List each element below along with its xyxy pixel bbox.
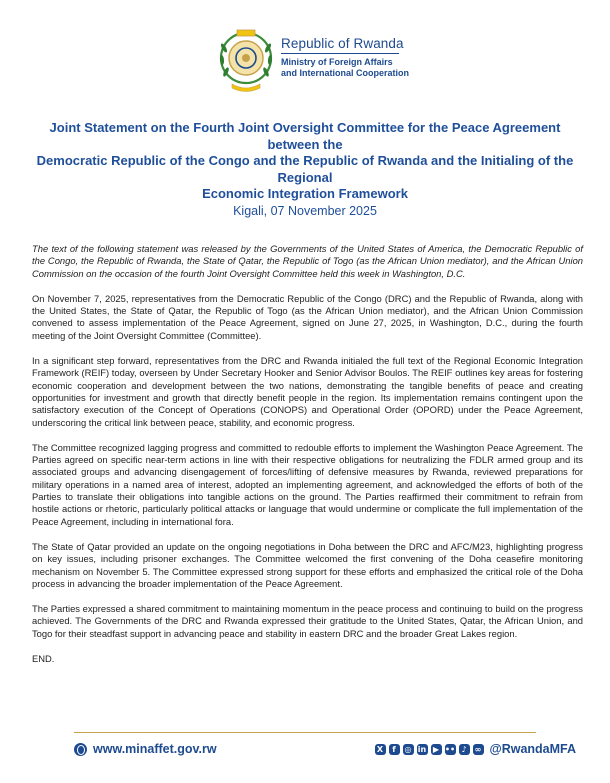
ministry-name bbox=[281, 57, 411, 79]
dateline: Kigali, 07 November 2025 bbox=[233, 204, 377, 218]
youtube-icon[interactable]: ▶ bbox=[431, 744, 442, 755]
footer-divider bbox=[74, 732, 536, 733]
title-line-1: Joint Statement on the Fourth Joint Oversight Committee for the Peace Agreement between the bbox=[49, 120, 561, 152]
rwanda-coat-of-arms-icon bbox=[218, 28, 274, 94]
body-paragraph: The State of Qatar provided an update on the ongoing negotiations in Doha between the DRC and AFC/M23, highlighting progress on key issues, including prisoner exchanges. The Committee welcomed the first convening of the Doha ceasefire monitoring mechanism on November 5. The Committee expressed strong support for these efforts and emphasized the critical role of the Doha process in advancing the broader implementation of the Peace Agreement. bbox=[32, 540, 583, 589]
link-icon[interactable]: ∞ bbox=[473, 744, 484, 755]
instagram-icon[interactable]: ◎ bbox=[403, 744, 414, 755]
body-paragraph: The Committee recognized lagging progress and committed to redouble efforts to implement the Washington Peace Agreement. The Parties agreed on specific near-term actions in line with their respective obligations for neutralizing the FDLR armed group and its associated groups and advancing disengagement of forces/lifting of defensive measures by Rwanda, reviewed preparations for military operations in a named area of interest, adopted an implementing agreement, and acknowledged the efforts of both of the Parties to translate their obligations into tangible actions on the ground. The Parties reaffirmed their commitment to refrain from hostile actions or rhetoric, particularly political attacks or language that would undermine or complicate the full implementation of the Peace Agreement, including in international fora. bbox=[32, 441, 583, 527]
linkedin-icon[interactable]: in bbox=[417, 744, 427, 754]
website-link[interactable] bbox=[74, 742, 217, 756]
footer bbox=[0, 732, 610, 772]
title-line-2: Democratic Republic of the Congo and the Republic of Rwanda and the Initialing of the Regional bbox=[36, 153, 574, 185]
statement-body bbox=[32, 243, 583, 678]
org-divider bbox=[281, 53, 399, 54]
facebook-icon[interactable]: f bbox=[389, 744, 400, 755]
letterhead bbox=[0, 22, 610, 102]
country-name: Republic of Rwanda bbox=[281, 36, 404, 51]
ministry-name-line-1: Ministry of Foreign Affairs bbox=[281, 57, 393, 67]
end-marker: END. bbox=[32, 653, 55, 665]
website-url: www.minaffet.gov.rw bbox=[93, 742, 217, 756]
body-paragraph: In a significant step forward, representatives from the DRC and Rwanda initialed the full text of the Regional Economic Integration Framework (REIF) today, overseen by Under Secretary Hooker and Senior Advisor Boulos. The REIF outlines key areas for fostering economic cooperation and development between the two nations, demonstrating the tangible benefits of peace and creating opportunities for investment and growth that directly benefit people in the region. Its implementation remains contingent upon the satisfactory execution of the Concept of Operations (CONOPS) and Operational Order (OPORD) under the Peace Agreement, underscoring the critical link between peace, stability, and economic progress. bbox=[32, 355, 583, 428]
body-paragraph: On November 7, 2025, representatives from the Democratic Republic of the Congo (DRC) and the Republic of Rwanda, along with the United States, the State of Qatar, the Republic of Togo (as the African Union mediator), and the African Union Commission convened to assess implementation of the Peace Agreement, signed on June 27, 2025, in Washington, D.C., during the fourth meeting of the Joint Oversight Committee (Committee). bbox=[32, 292, 583, 341]
x-icon[interactable]: X bbox=[375, 744, 386, 755]
social-handle[interactable]: @RwandaMFA bbox=[489, 742, 576, 756]
title-line-3: Economic Integration Framework bbox=[202, 186, 408, 201]
ministry-name-line-2: and International Cooperation bbox=[281, 68, 410, 78]
ministry-name-block bbox=[281, 36, 481, 79]
flickr-icon[interactable]: •• bbox=[444, 744, 456, 754]
tiktok-icon[interactable]: ♪ bbox=[459, 744, 470, 755]
intro-paragraph: The text of the following statement was released by the Governments of the United States of America, the Democratic Republic of the Congo, the Republic of Rwanda, the State of Qatar, the Republic of Togo (as the African Union mediator), and the African Union Commission on the occasion of the fourth Joint Oversight Committee held this week in Washington, D.C. bbox=[32, 243, 583, 279]
globe-icon bbox=[74, 743, 87, 756]
body-paragraph: The Parties expressed a shared commitment to maintaining momentum in the peace process and continuing to build on the progress achieved. The Governments of the DRC and Rwanda expressed their gratitude to the United States, Qatar, the African Union, and Togo for their steadfast support in advancing peace and stability in eastern DRC and the broader Great Lakes region. bbox=[32, 603, 583, 639]
document-title bbox=[24, 120, 586, 203]
social-links bbox=[375, 742, 577, 756]
